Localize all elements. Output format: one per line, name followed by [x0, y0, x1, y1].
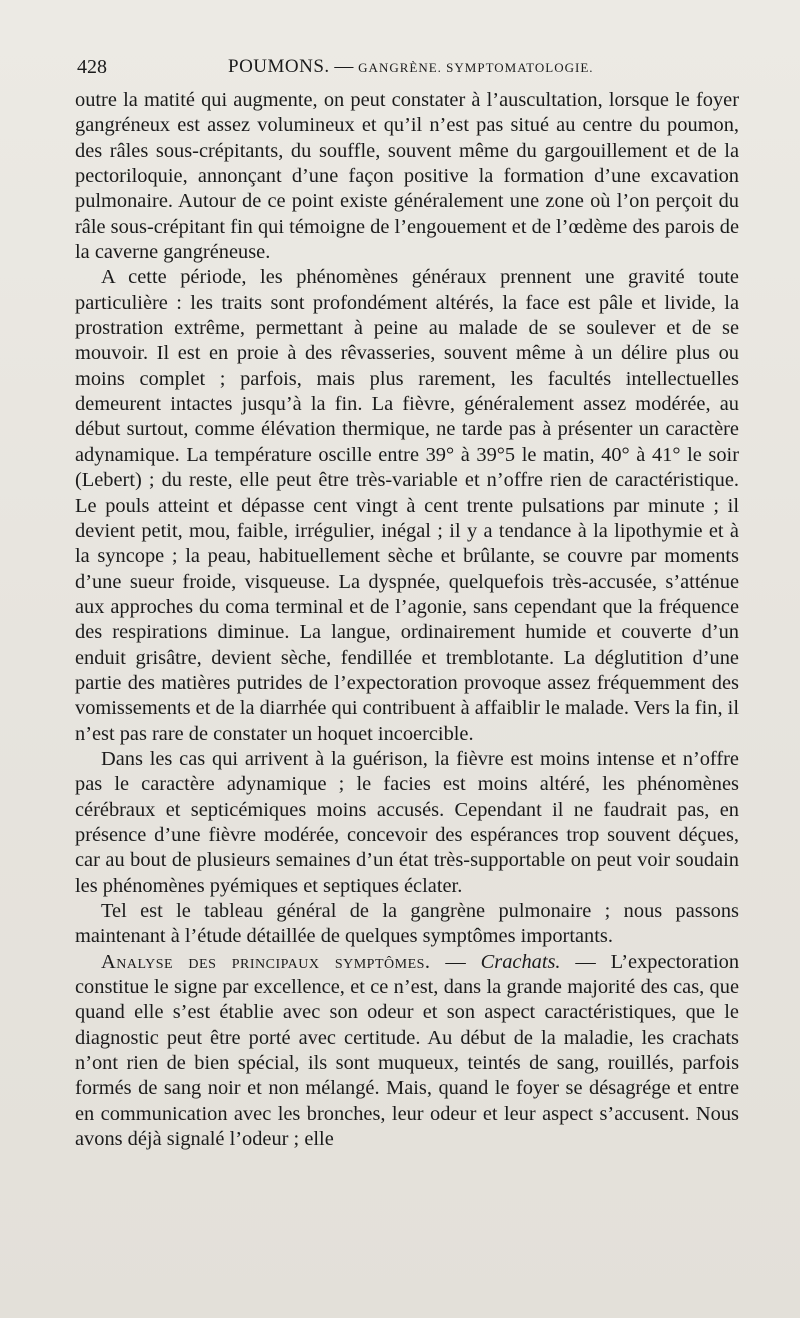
- running-title-dash: —: [329, 56, 359, 77]
- section-heading: Analyse des principaux symptômes.: [101, 950, 431, 973]
- paragraph-3: Dans les cas qui arrivent à la guérison, la fièvre est moins intense et n’offre pas le caractère adynamique ; le facies est moins altéré, les phénomènes cérébraux et septicémiques moins accusés. Cependant il ne faudrait pas, en présence d’une fièvre modérée, concevoir des espérances trop souvent déçues, car au bout de plusieurs semaines d’un état très-supportable on peut voir soudain les phénomènes pyémiques et septiques éclater.: [75, 747, 739, 897]
- running-title: [228, 56, 594, 78]
- paragraph-4: Tel est le tableau général de la gangrène pulmonaire ; nous passons maintenant à l’étude détaillée de quelques symptômes importants.: [75, 900, 739, 948]
- heading-dash-2: —: [560, 950, 611, 973]
- subsection-title: Crachats.: [480, 950, 561, 973]
- paragraph-1: outre la matité qui augmente, on peut constater à l’auscultation, lorsque le foyer gangréneux est assez volumineux et qu’il n’est pas situé au centre du poumon, des râles sous-crépitants, du souffle, souvent même du gargouillement et de la pectoriloquie, annonçant d’une façon positive la formation d’une excavation pulmonaire. Autour de ce point existe généralement une zone où l’on perçoit du râle sous-crépitant fin qui témoigne de l’engouement et de l’œdème des parois de la caverne gangréneuse.: [75, 89, 739, 264]
- running-title-main: POUMONS.: [228, 56, 330, 77]
- running-header: [75, 56, 738, 86]
- paragraph-5-text: L’expectoration constitue le signe par excellence, et ce n’est, dans la grande majorité des cas, que quand elle s’est établie avec son odeur et son aspect caractéristiques, que le diagnostic peut être porté avec certitude. Au début de la maladie, les crachats n’ont rien de bien spécial, ils sont muqueux, teintés de sang, rouillés, parfois formés de sang noir et non mélangé. Mais, quand le foyer se désagrége et entre en communication avec les bronches, leur odeur et leur aspect s’accusent. Nous avons déjà signalé l’odeur ; elle: [75, 950, 740, 1151]
- paragraph-5: [75, 950, 739, 1153]
- paragraph-2: A cette période, les phénomènes généraux prennent une gravité toute particulière : les traits sont profondément altérés, la face est pâle et livide, la prostration extrême, permettant à peine au malade de se soulever et de se mouvoir. Il est en proie à des rêvasseries, souvent même à un délire plus ou moins complet ; parfois, mais plus rarement, les facultés intellectuelles demeurent intactes jusqu’à la fin. La fièvre, généralement assez modérée, au début surtout, comme élévation thermique, ne tarde pas à présenter un caractère adynamique. La température oscille entre 39° à 39°5 le matin, 40° à 41° le soir (Lebert) ; du reste, elle peut être très-variable et n’offre rien de caractéristique. Le pouls atteint et dépasse cent vingt à cent trente pulsations par minute ; il devient petit, mou, faible, irrégulier, inégal ; il y a tendance à la lipothymie et à la syncope ; la peau, habituellement sèche et brûlante, se couvre par moments d’une sueur froide, visqueuse. La dyspnée, quelquefois très-accusée, s’atténue aux approches du coma terminal et de l’agonie, sans cependant que la fréquence des respirations diminue. La langue, ordinairement humide et couverte d’un enduit grisâtre, devient sèche, fendillée et tremblotante. La déglutition d’une partie des matières putrides de l’expectoration provoque assez fréquemment des vomissements et de la diarrhée qui contribuent à affaiblir le malade. Vers la fin, il n’est pas rare de constater un hoquet incoercible.: [75, 266, 739, 745]
- body-text: [75, 88, 739, 1152]
- heading-dash-1: —: [430, 950, 481, 973]
- running-title-sub: GANGRÈNE. SYMPTOMATOLOGIE.: [358, 60, 594, 75]
- page-number: 428: [77, 56, 107, 78]
